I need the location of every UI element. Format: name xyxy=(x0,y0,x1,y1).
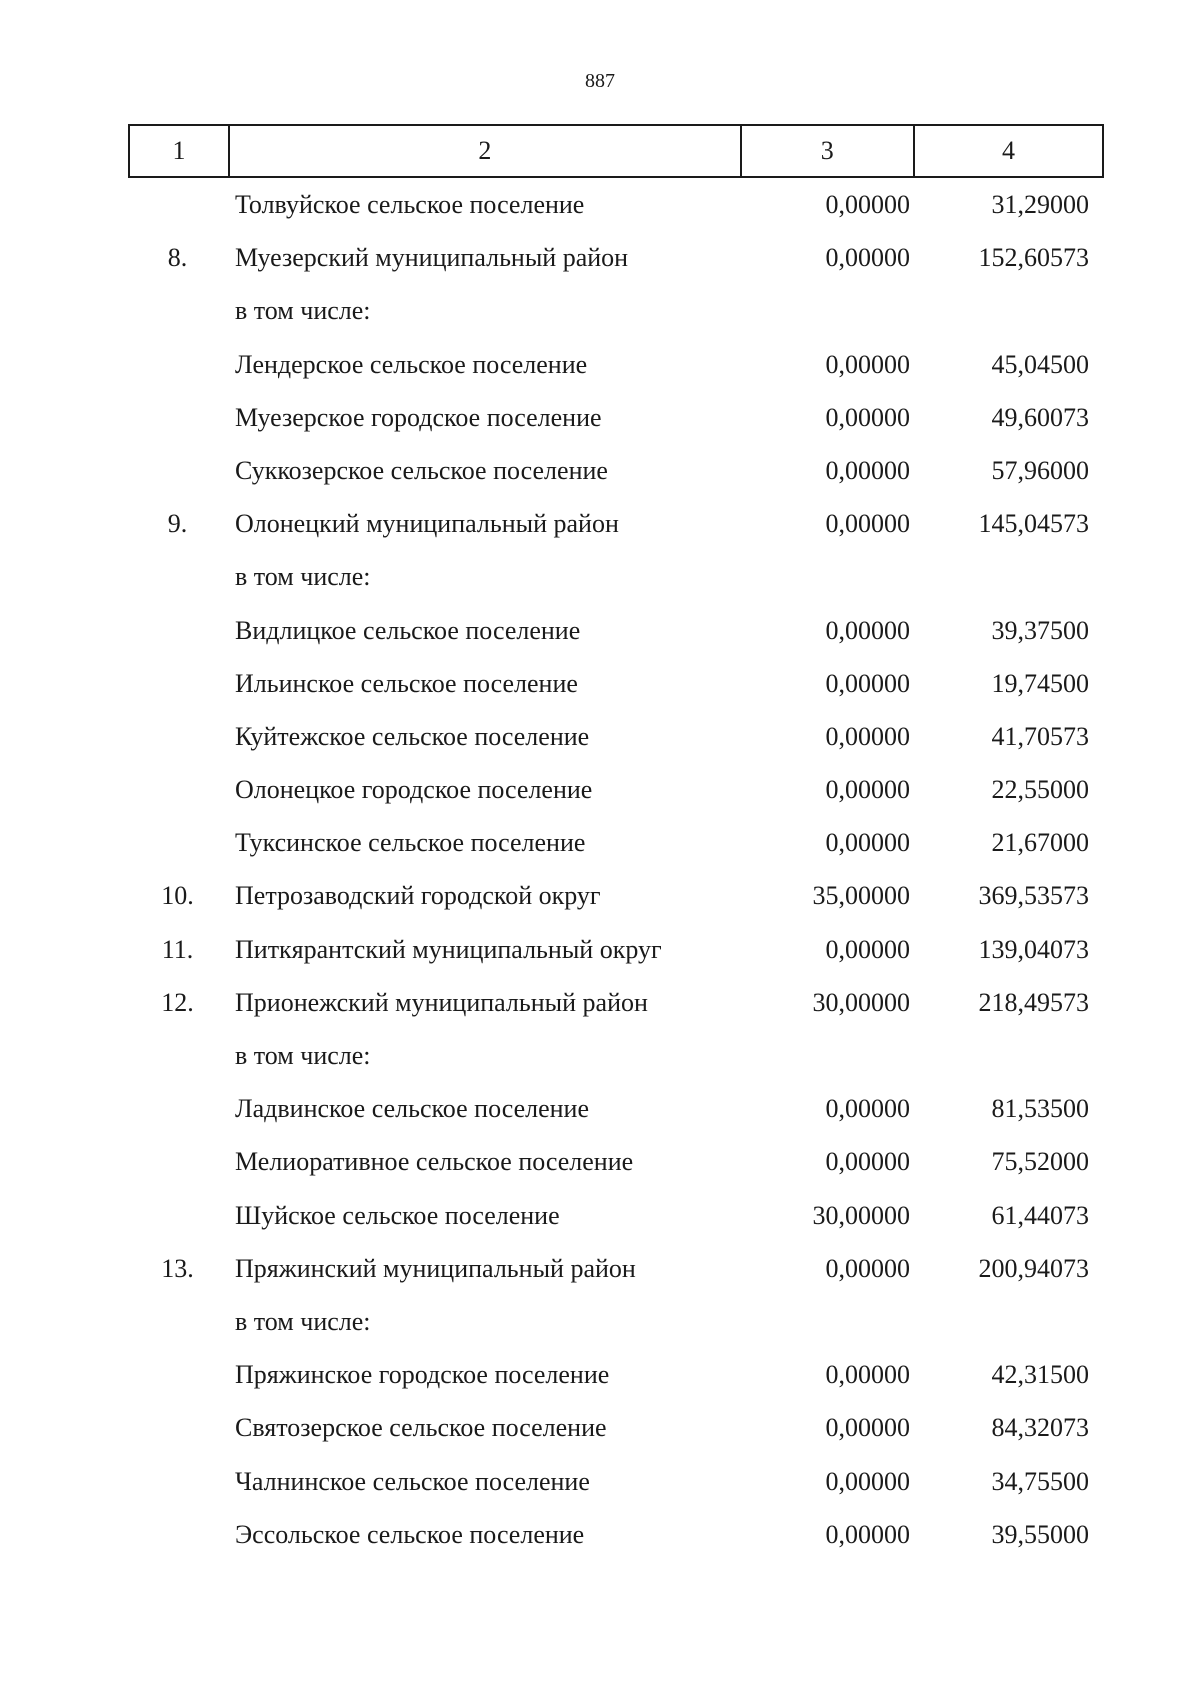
row-value-col4: 369,53573 xyxy=(978,881,1089,911)
row-value-col4: 21,67000 xyxy=(991,828,1089,858)
row-value-col4: 31,29000 xyxy=(991,190,1089,219)
row-name: Эссольское сельское поселение xyxy=(235,1519,585,1549)
header-col-2: 2 xyxy=(229,125,741,177)
row-name: в том числе: xyxy=(235,562,371,592)
table-row xyxy=(0,816,1200,869)
row-value-col4: 39,55000 xyxy=(991,1519,1089,1549)
table-body xyxy=(0,178,1200,1561)
row-value-col4: 61,44073 xyxy=(991,1200,1089,1230)
row-name: в том числе: xyxy=(235,296,371,326)
table-row xyxy=(0,1189,1200,1242)
row-value-col3: 30,00000 xyxy=(812,1200,910,1230)
row-value-col4: 39,37500 xyxy=(991,615,1089,645)
row-value-col3: 0,00000 xyxy=(825,509,910,539)
table-row xyxy=(0,178,1200,231)
table-row xyxy=(0,1295,1200,1348)
row-value-col3: 0,00000 xyxy=(825,402,910,432)
row-name: Толвуйское сельское поселение xyxy=(235,190,585,219)
table-header xyxy=(128,124,1104,178)
page-number: 887 xyxy=(585,70,615,92)
row-value-col3: 0,00000 xyxy=(825,775,910,805)
header-col-3: 3 xyxy=(741,125,914,177)
row-number: 8. xyxy=(167,243,188,273)
row-number: 9. xyxy=(167,509,188,539)
table-row xyxy=(0,604,1200,657)
row-value-col3: 0,00000 xyxy=(825,1094,910,1124)
row-value-col4: 139,04073 xyxy=(978,934,1089,964)
table-row xyxy=(0,1401,1200,1454)
row-value-col3: 0,00000 xyxy=(825,828,910,858)
table-row xyxy=(0,1082,1200,1135)
row-name: Суккозерское сельское поселение xyxy=(235,455,608,485)
row-value-col3: 0,00000 xyxy=(825,668,910,698)
table-row xyxy=(0,444,1200,497)
row-name: Муезерский муниципальный район xyxy=(235,243,629,273)
row-name: Ильинское сельское поселение xyxy=(235,668,578,698)
row-name: Мелиоративное сельское поселение xyxy=(235,1147,634,1177)
table-row xyxy=(0,976,1200,1029)
table-row xyxy=(0,763,1200,816)
row-name: Чалнинское сельское поселение xyxy=(235,1466,590,1496)
row-value-col3: 0,00000 xyxy=(825,1253,910,1283)
row-value-col4: 152,60573 xyxy=(978,243,1089,273)
row-number: 11. xyxy=(161,934,194,964)
table-row xyxy=(0,1348,1200,1401)
row-name: Пряжинское городское поселение xyxy=(235,1360,610,1390)
row-value-col4: 145,04573 xyxy=(978,509,1089,539)
header-col-4: 4 xyxy=(914,125,1103,177)
row-value-col3: 0,00000 xyxy=(825,1147,910,1177)
header-row xyxy=(129,125,1103,177)
table-row xyxy=(0,231,1200,284)
row-name: Святозерское сельское поселение xyxy=(235,1413,607,1443)
row-name: в том числе: xyxy=(235,1041,371,1070)
row-value-col3: 0,00000 xyxy=(825,455,910,485)
row-value-col4: 81,53500 xyxy=(991,1094,1089,1124)
row-value-col4: 34,75500 xyxy=(991,1466,1089,1496)
row-value-col3: 35,00000 xyxy=(812,881,910,911)
row-value-col3: 0,00000 xyxy=(825,1519,910,1549)
row-value-col3: 0,00000 xyxy=(825,1360,910,1390)
table-row xyxy=(0,1029,1200,1082)
row-name: Туксинское сельское поселение xyxy=(235,828,586,858)
row-value-col3: 0,00000 xyxy=(825,721,910,751)
row-name: Куйтежское сельское поселение xyxy=(235,721,590,751)
row-value-col4: 42,31500 xyxy=(991,1360,1089,1390)
row-name: Пряжинский муниципальный район xyxy=(235,1253,636,1283)
row-name: Олонецкий муниципальный район xyxy=(235,509,619,539)
row-name: Видлицкое сельское поселение xyxy=(235,615,581,645)
row-value-col3: 0,00000 xyxy=(825,934,910,964)
table-row xyxy=(0,550,1200,603)
row-name: Лендерское сельское поселение xyxy=(235,349,588,379)
row-name: Ладвинское сельское поселение xyxy=(235,1094,589,1124)
row-value-col4: 49,60073 xyxy=(991,402,1089,432)
row-number: 10. xyxy=(161,881,194,911)
table-row xyxy=(0,1508,1200,1561)
table-row xyxy=(0,710,1200,763)
row-value-col4: 19,74500 xyxy=(991,668,1089,698)
table-row xyxy=(0,284,1200,337)
table-row xyxy=(0,1455,1200,1508)
row-value-col4: 57,96000 xyxy=(991,455,1089,485)
row-value-col3: 0,00000 xyxy=(825,349,910,379)
row-value-col4: 45,04500 xyxy=(991,349,1089,379)
row-value-col3: 0,00000 xyxy=(825,243,910,273)
row-number: 13. xyxy=(161,1253,194,1283)
row-value-col4: 41,70573 xyxy=(991,721,1089,751)
row-name: Петрозаводский городской округ xyxy=(235,881,601,911)
row-name: Муезерское городское поселение xyxy=(235,402,602,432)
row-value-col4: 22,55000 xyxy=(991,775,1089,805)
row-value-col4: 200,94073 xyxy=(978,1253,1089,1283)
row-value-col4: 218,49573 xyxy=(978,987,1089,1017)
row-value-col4: 84,32073 xyxy=(991,1413,1089,1443)
row-value-col3: 0,00000 xyxy=(825,1413,910,1443)
table-row xyxy=(0,391,1200,444)
row-name: Прионежский муниципальный район xyxy=(235,987,648,1017)
table-row xyxy=(0,338,1200,391)
table-row xyxy=(0,497,1200,550)
table-row xyxy=(0,1242,1200,1295)
table-row xyxy=(0,869,1200,922)
row-value-col3: 30,00000 xyxy=(812,987,910,1017)
row-name: Шуйское сельское поселение xyxy=(235,1200,560,1230)
row-value-col3: 0,00000 xyxy=(825,615,910,645)
row-number: 12. xyxy=(161,987,194,1017)
row-value-col4: 75,52000 xyxy=(991,1147,1089,1177)
table-row xyxy=(0,657,1200,710)
table-row xyxy=(0,1135,1200,1188)
header-col-1: 1 xyxy=(129,125,229,177)
row-value-col3: 0,00000 xyxy=(825,1466,910,1496)
table-row xyxy=(0,923,1200,976)
row-value-col3: 0,00000 xyxy=(825,190,910,219)
row-name: Олонецкое городское поселение xyxy=(235,775,593,805)
row-name: в том числе: xyxy=(235,1306,371,1336)
row-name: Питкярантский муниципальный округ xyxy=(235,934,662,964)
